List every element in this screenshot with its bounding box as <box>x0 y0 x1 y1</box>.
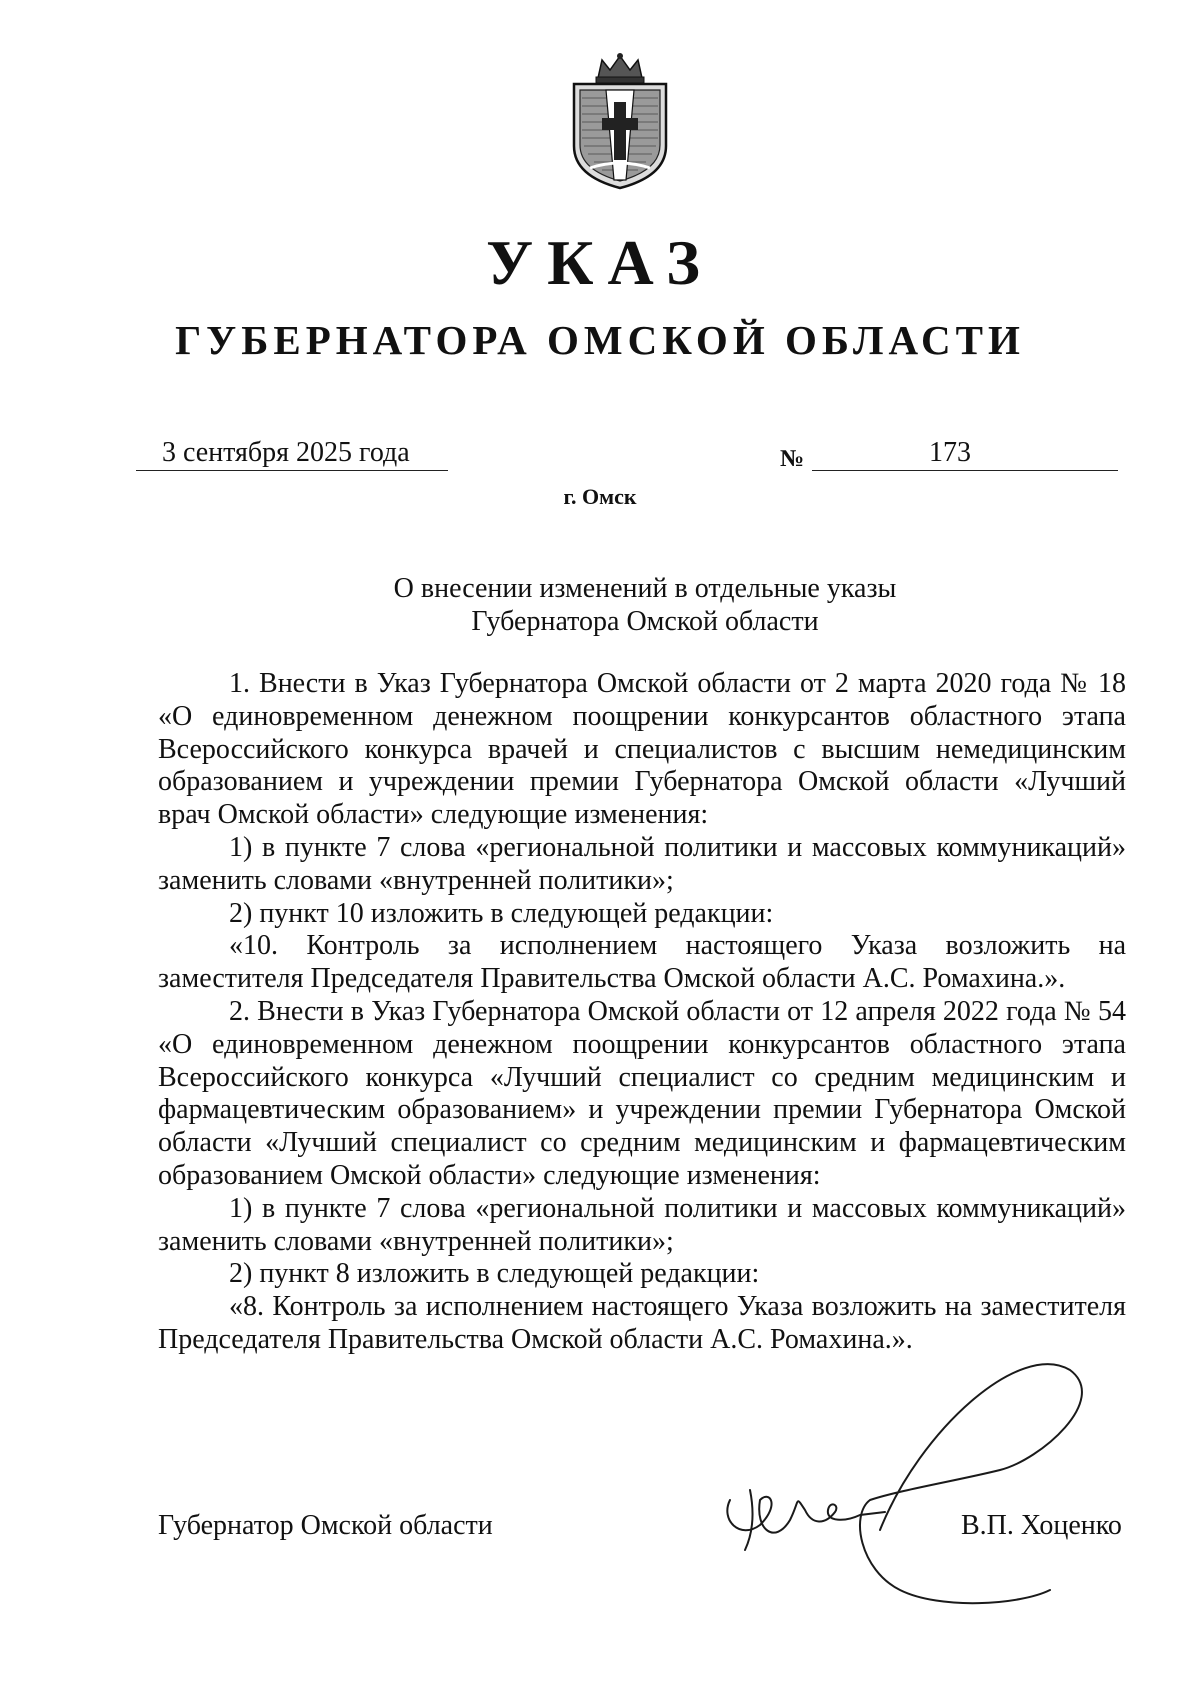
body-paragraph: 2) пункт 10 изложить в следующей редакции: <box>229 897 774 929</box>
handwritten-signature-icon <box>700 1300 1120 1630</box>
body-paragraph: 1. Внести в Указ Губернатора Омской области от 2 марта 2020 года № 18 «О единовременном денежном поощрении конкурсантов областного этапа Всероссийского конкурса врачей и специалистов с высшим немедицинским образованием и учреждении премии Губернатора Омской области «Лучший врач Омской области» следующие изменения: <box>158 668 1126 831</box>
document-subject <box>0 572 1200 638</box>
body-paragraph: «10. Контроль за исполнением настоящего Указа возложить на заместителя Председателя Правительства Омской области А.С. Ромахина.». <box>158 930 1126 995</box>
body-paragraph: «8. Контроль за исполнением настоящего Указа возложить на заместителя Председателя Правительства Омской области А.С. Ромахина.». <box>158 1291 1126 1355</box>
document-number: 173 <box>812 436 1118 471</box>
document-title: УКАЗ <box>486 227 714 298</box>
document-body <box>158 668 1126 1357</box>
body-paragraph: 2. Внести в Указ Губернатора Омской области от 12 апреля 2022 года № 54 «О единовременном денежном поощрении конкурсантов областного этапа Всероссийского конкурса «Лучший специалист со средним медицинским и фармацевтическим образованием» и учреждении премии Губернатора Омской области «Лучший специалист со средним медицинским и фармацевтическим образованием Омской области» следующие изменения: <box>158 995 1126 1191</box>
subject-line: О внесении изменений в отдельные указы <box>393 573 897 604</box>
number-sign: № <box>780 446 805 472</box>
subject-line: Губернатора Омской области <box>471 606 819 637</box>
body-paragraph: 1) в пункте 7 слова «региональной политики и массовых коммуникаций» заменить словами «внутренней политики»; <box>158 1192 1126 1257</box>
body-paragraph: 2) пункт 8 изложить в следующей редакции: <box>229 1258 760 1290</box>
signatory-position: Губернатор Омской области <box>158 1510 493 1541</box>
document-subtitle: ГУБЕРНАТОРА ОМСКОЙ ОБЛАСТИ <box>175 317 1025 363</box>
signatory-name: В.П. Хоценко <box>961 1510 1122 1541</box>
body-paragraph: 1) в пункте 7 слова «региональной политики и массовых коммуникаций» заменить словами «внутренней политики»; <box>158 831 1126 896</box>
coat-of-arms-icon <box>560 50 680 190</box>
document-date: 3 сентября 2025 года <box>136 436 448 471</box>
document-city: г. Омск <box>563 484 637 509</box>
